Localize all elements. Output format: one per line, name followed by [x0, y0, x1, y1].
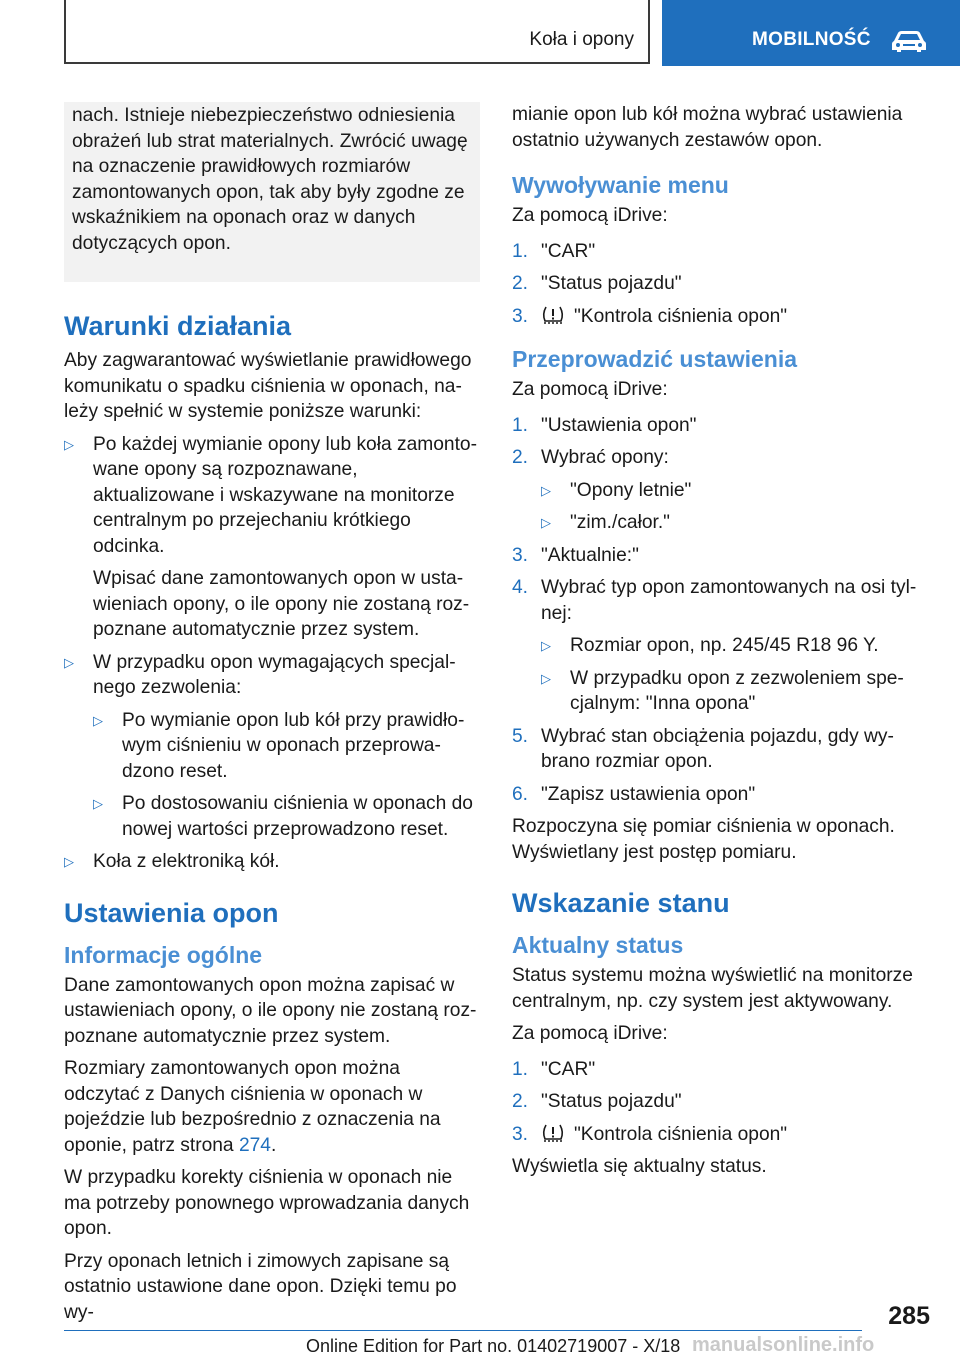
- step-number: 6.: [512, 783, 529, 805]
- settings-paragraph: [64, 1056, 480, 1158]
- step-item: [512, 724, 928, 775]
- left-column: [64, 102, 480, 1332]
- continuation-text: mianie opon lub kół można wybrać ustawienia ostatnio używanych zestawów opon.: [512, 104, 903, 151]
- step-item: [512, 575, 928, 717]
- step-item: [512, 271, 928, 297]
- step-number: 4.: [512, 577, 529, 598]
- step-text: "CAR": [541, 240, 596, 262]
- warning-text: nach. Istnieje niebezpieczeństwo odniesienia obrażeń lub strat materialnych. Zwrócić uwagę na oznaczenie prawidłowych rozmiarów zamontowanych opon, tak aby były zgodne ze wskaźnikiem na oponach oraz w danych dotyczących opon.: [72, 105, 468, 254]
- step-number: 3.: [512, 544, 529, 566]
- list-item-text: ▷ W przypadku opon wymagających specjalnego zezwolenia:: [93, 651, 456, 698]
- footer-divider: [64, 1330, 862, 1331]
- step-text: "Status pojazdu": [541, 1091, 682, 1112]
- step-item: [512, 782, 928, 808]
- step-item: [512, 239, 928, 265]
- list-item-extra: Wpisać dane zamontowanych opon w ustawieniach opony, o ile opony nie zostaną rozpoznane automatycznie przez system.: [93, 568, 470, 640]
- step-number: 2.: [512, 1091, 529, 1112]
- step-number: 1.: [512, 240, 529, 262]
- nested-list: [93, 708, 480, 843]
- list-item: [64, 650, 480, 843]
- watermark-logo: manualsonline.info: [692, 1334, 875, 1356]
- setup-steps: [512, 413, 928, 808]
- status-paragraph: Status systemu można wyświetlić na monitorze centralnym, np. czy system jest aktywowany.: [512, 965, 913, 1012]
- step-number: 2.: [512, 447, 529, 468]
- settings-paragraph: Przy oponach letnich i zimowych zapisane są ostatnio ustawione dane opon. Dzięki temu po wy-: [64, 1250, 457, 1323]
- general-info-heading: Informacje ogólne: [64, 941, 263, 968]
- current-status-heading: Aktualny status: [512, 932, 684, 958]
- step-item: [512, 1089, 928, 1115]
- step-text: "Ustawienia opon": [541, 414, 697, 436]
- step-number: 5.: [512, 725, 529, 747]
- step-item: [512, 1057, 928, 1083]
- list-item: ▷ "zim./całor.": [541, 510, 928, 536]
- section-title: Koła i opony: [529, 29, 634, 50]
- settings-paragraph: W przypadku korekty ciśnienia w oponach nie ma potrzeby ponownego wprowadzania danych opon.: [64, 1167, 470, 1239]
- setup-intro: Za pomocą iDrive:: [512, 379, 668, 400]
- status-outro: Wyświetla się aktualny status.: [512, 1156, 767, 1177]
- step-text: Wybrać opony:: [541, 447, 669, 468]
- setup-outro: Rozpoczyna się pomiar ciśnienia w oponach. Wyświetlany jest postęp pomiaru.: [512, 816, 895, 863]
- step-item: [512, 1122, 928, 1148]
- step-text: "CAR": [541, 1058, 596, 1080]
- list-item: ▷ Koła z elektroniką kół.: [64, 849, 480, 875]
- step-number: 3.: [512, 305, 529, 327]
- nested-list: [541, 633, 928, 717]
- step-item: [512, 445, 928, 536]
- setup-heading: Przeprowadzić ustawienia: [512, 346, 798, 372]
- step-text: "Kontrola ciśnienia opon": [574, 305, 788, 327]
- paragraph-text: Rozmiary zamontowanych opon można odczytać z Danych ciśnienia w oponach w pojeździe lub bezpośrednio z oznaczenia na oponie, patrz strona: [64, 1058, 441, 1156]
- edition-text: Online Edition for Part no. 01402719007 - X/18: [306, 1336, 681, 1356]
- step-text: Wybrać typ opon zamontowanych na osi tylnej:: [541, 577, 917, 624]
- menu-steps: [512, 239, 928, 330]
- conditions-list: [64, 432, 480, 875]
- right-column: [512, 102, 928, 1187]
- page-number: 285: [888, 1302, 930, 1330]
- conditions-heading: Warunki działania: [64, 311, 292, 341]
- page-header: [0, 0, 960, 66]
- settings-paragraph: Dane zamontowanych opon można zapisać w ustawieniach opony, o ile opony nie zostaną rozpoznane automatycznie przez system.: [64, 974, 477, 1047]
- list-item: ▷ "Opony letnie": [541, 478, 928, 504]
- step-number: 3.: [512, 1123, 529, 1145]
- status-intro: Za pomocą iDrive:: [512, 1023, 668, 1044]
- tire-pressure-icon: [541, 305, 565, 325]
- page-link[interactable]: 274: [238, 1134, 271, 1156]
- step-text: "Status pojazdu": [541, 273, 682, 294]
- step-text: "Zapisz ustawienia opon": [541, 783, 756, 805]
- menu-heading: Wywoływanie menu: [512, 172, 729, 198]
- list-item: ▷ W przypadku opon z zezwoleniem specjalnym: "Inna opona": [541, 666, 928, 717]
- chapter-tab[interactable]: [662, 0, 960, 66]
- list-item: ▷ Po wymianie opon lub kół przy prawidłowym ciśnieniu w oponach przeprowadzono reset.: [93, 708, 480, 785]
- status-heading: Wskazanie stanu: [512, 888, 730, 918]
- step-text: "Aktualnie:": [541, 544, 639, 566]
- warning-box: [64, 102, 480, 282]
- list-item: ▷ Rozmiar opon, np. 245/45 R18 96 Y.: [541, 633, 928, 659]
- settings-heading: Ustawienia opon: [64, 897, 279, 928]
- step-text: "Kontrola ciśnienia opon": [574, 1123, 788, 1145]
- step-number: 1.: [512, 1058, 529, 1080]
- chapter-tab-label: MOBILNOŚĆ: [752, 29, 871, 50]
- list-item-text: ▷ Po każdej wymianie opony lub koła zamontowane opony są rozpoznawane, aktualizowane i wskazywane na monitorze centralnym po przejechaniu krótkiego odcinka.: [93, 433, 477, 557]
- step-item: [512, 413, 928, 439]
- menu-intro: Za pomocą iDrive:: [512, 205, 668, 226]
- step-number: 2.: [512, 273, 529, 294]
- conditions-intro: Aby zagwarantować wyświetlanie prawidłowego komunikatu o spadku ciśnienia w oponach, należy spełnić w systemie poniższe warunki:: [64, 350, 472, 422]
- list-item: [64, 432, 480, 643]
- list-item: ▷ Po dostosowaniu ciśnienia w oponach do nowej wartości przeprowadzono reset.: [93, 791, 480, 842]
- step-item: [512, 543, 928, 569]
- status-steps: [512, 1057, 928, 1148]
- nested-list: [541, 478, 928, 536]
- step-text: Wybrać stan obciążenia pojazdu, gdy wybrano rozmiar opon.: [541, 725, 894, 772]
- step-number: 1.: [512, 414, 529, 436]
- car-icon: [890, 28, 928, 54]
- tire-pressure-icon: [541, 1123, 565, 1143]
- step-item: [512, 304, 928, 330]
- paragraph-text: .: [270, 1134, 277, 1156]
